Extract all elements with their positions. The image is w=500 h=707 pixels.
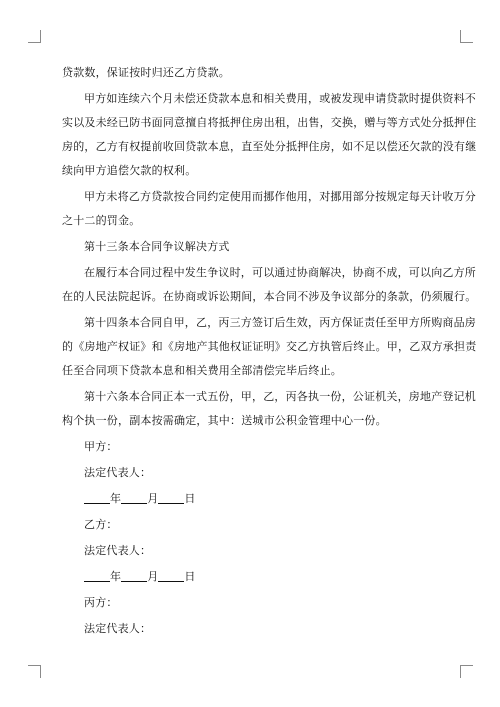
text-line: 的《房地产权证》和《房地产其他权证证明》交乙方执管后终止。甲，乙双方承担责 — [62, 340, 477, 353]
text-line: 任至合同项下贷款本息和相关费用全部清偿完毕后终止。 — [62, 364, 342, 377]
text-line: 在履行本合同过程中发生争议时，可以通过协商解决，协商不成，可以向乙方所 — [84, 266, 476, 279]
text-line: 贷款数，保证按时归还乙方贷款。 — [62, 66, 230, 79]
year-blank — [84, 490, 110, 504]
month-blank — [121, 490, 147, 504]
party-b-label: 乙方： — [84, 518, 118, 531]
month-label: 月 — [147, 492, 159, 505]
text-line: 续向甲方追偿欠款的权利。 — [62, 164, 197, 177]
day-blank — [158, 568, 184, 582]
legal-rep-label: 法定代表人： — [84, 622, 152, 635]
month-blank — [121, 568, 147, 582]
text-line: 在的人民法院起诉。在协商或诉讼期间，本合同不涉及争议部分的条款，仍须履行。 — [62, 290, 477, 303]
month-label: 月 — [147, 570, 159, 583]
party-c-label: 丙方： — [84, 596, 118, 609]
section-heading: 第十三条本合同争议解决方式 — [84, 240, 230, 253]
text-line: 第十四条本合同自甲，乙，丙三方签订后生效，丙方保证责任至甲方所购商品房 — [84, 316, 476, 329]
crop-mark-bottom-right — [460, 665, 473, 678]
text-line: 构个执一份，副本按需确定，其中：送城市公积金管理中心一份。 — [62, 414, 387, 427]
text-line: 第十六条本合同正本一式五份，甲，乙，丙各执一份，公证机关，房地产登记机 — [84, 390, 476, 403]
document-page — [62, 61, 477, 641]
year-label: 年 — [110, 492, 122, 505]
text-line: 甲方未将乙方贷款按合同约定使用而挪作他用，对挪用部分按规定每天计收万分 — [84, 190, 476, 203]
legal-rep-label: 法定代表人： — [84, 466, 152, 479]
text-line: 甲方如连续六个月未偿还贷款本息和相关费用，或被发现申请贷款时提供资料不 — [84, 92, 476, 105]
crop-mark-bottom-left — [28, 665, 41, 678]
day-label: 日 — [184, 492, 196, 505]
crop-mark-top-left — [28, 30, 41, 43]
year-label: 年 — [110, 570, 122, 583]
crop-mark-top-right — [460, 30, 473, 43]
party-a-label: 甲方： — [84, 440, 118, 453]
date-line — [62, 565, 444, 589]
date-line — [62, 487, 444, 511]
day-blank — [158, 490, 184, 504]
text-line: 实以及未经已防书面同意擅自将抵押住房出租，出售，交换，赠与等方式处分抵押住 — [62, 116, 477, 129]
day-label: 日 — [184, 570, 196, 583]
text-line: 之十二的罚金。 — [62, 214, 141, 227]
legal-rep-label: 法定代表人： — [84, 544, 152, 557]
year-blank — [84, 568, 110, 582]
text-line: 房的，乙方有权提前收回贷款本息，直至处分抵押住房，如不足以偿还欠款的没有继 — [62, 140, 477, 153]
